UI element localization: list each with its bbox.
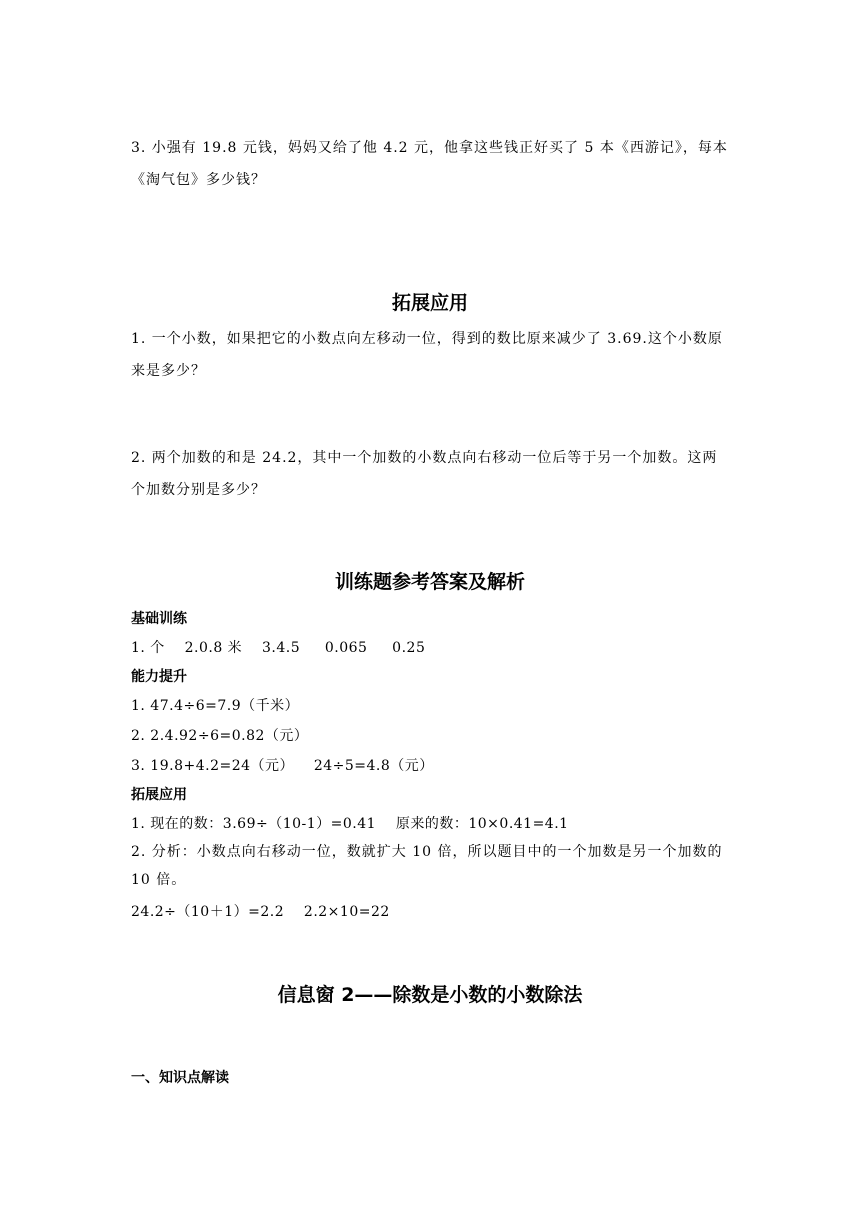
answers-extension-line-3: 24.2÷（10＋1）=2.2 2.2×10=22 — [131, 904, 390, 920]
answers-basic-line: 1. 个 2.0.8 米 3.4.5 0.065 0.25 — [131, 640, 426, 656]
next-section-heading: 信息窗 2——除数是小数的小数除法 — [277, 984, 583, 1006]
answers-basic-subheading: 基础训练 — [131, 611, 187, 627]
knowledge-points-subheading: 一、知识点解读 — [131, 1070, 229, 1086]
answers-extension-line-2: 2. 分析：小数点向右移动一位，数就扩大 10 倍，所以题目中的一个加数是另一个加数的 10 倍。 — [131, 844, 728, 888]
problem-3: 3. 小强有 19.8 元钱，妈妈又给了他 4.2 元，他拿这些钱正好买了 5 本《西游记》，每本《淘气包》多少钱？ — [131, 140, 728, 188]
extension-problem-1: 1. 一个小数，如果把它的小数点向左移动一位，得到的数比原来减少了 3.69.这个小数原来是多少？ — [131, 331, 723, 379]
answers-ability-line-3: 3. 19.8+4.2=24（元） 24÷5=4.8（元） — [131, 758, 434, 774]
extension-problem-2: 2. 两个加数的和是 24.2，其中一个加数的小数点向右移动一位后等于另一个加数。这两个加数分别是多少？ — [131, 450, 718, 498]
answers-ability-line-2: 2. 2.4.92÷6=0.82（元） — [131, 728, 309, 744]
answers-heading: 训练题参考答案及解析 — [334, 571, 525, 593]
extension-heading: 拓展应用 — [391, 292, 468, 314]
answers-extension-line-1: 1. 现在的数：3.69÷（10-1）=0.41 原来的数：10×0.41=4.1 — [131, 816, 569, 832]
answers-extension-subheading: 拓展应用 — [131, 787, 187, 803]
answers-ability-subheading: 能力提升 — [131, 669, 187, 685]
answers-ability-line-1: 1. 47.4÷6=7.9（千米） — [131, 698, 300, 714]
